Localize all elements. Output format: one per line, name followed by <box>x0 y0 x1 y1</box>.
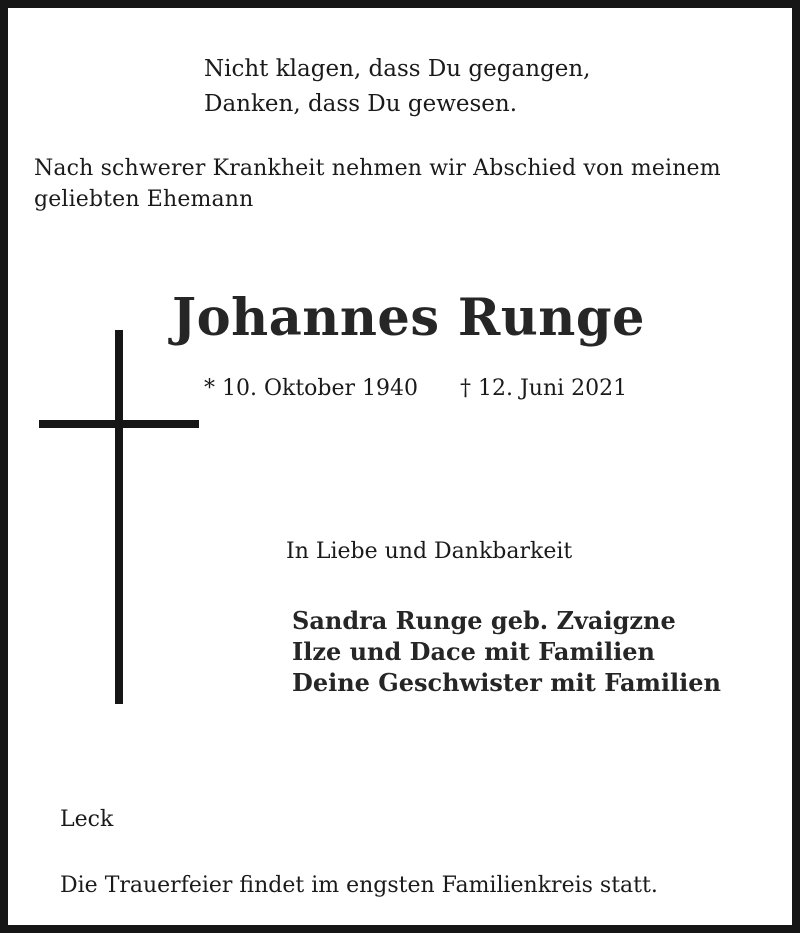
mourner-1: Sandra Runge geb. Zvaigzne <box>292 606 676 635</box>
cross-vertical-bar <box>115 330 123 704</box>
intro-line-1: Nach schwerer Krankheit nehmen wir Abschied von meinem <box>34 156 721 181</box>
mourners-list <box>292 605 721 698</box>
place: Leck <box>60 807 114 832</box>
mourner-3: Deine Geschwister mit Familien <box>292 668 721 697</box>
quote-line-2: Danken, dass Du gewesen. <box>204 91 518 117</box>
deceased-name: Johannes Runge <box>172 288 645 348</box>
death-date: † 12. Juni 2021 <box>460 376 628 401</box>
cross-horizontal-bar <box>39 420 199 428</box>
birth-date: * 10. Oktober 1940 <box>204 376 419 401</box>
mourner-2: Ilze und Dace mit Familien <box>292 637 655 666</box>
funeral-note: Die Trauerfeier findet im engsten Familienkreis statt. <box>60 873 658 898</box>
closing-phrase: In Liebe und Dankbarkeit <box>286 539 573 564</box>
intro-text <box>34 153 721 215</box>
memorial-quote <box>204 52 590 122</box>
quote-line-1: Nicht klagen, dass Du gegangen, <box>204 56 591 82</box>
intro-line-2: geliebten Ehemann <box>34 187 254 212</box>
